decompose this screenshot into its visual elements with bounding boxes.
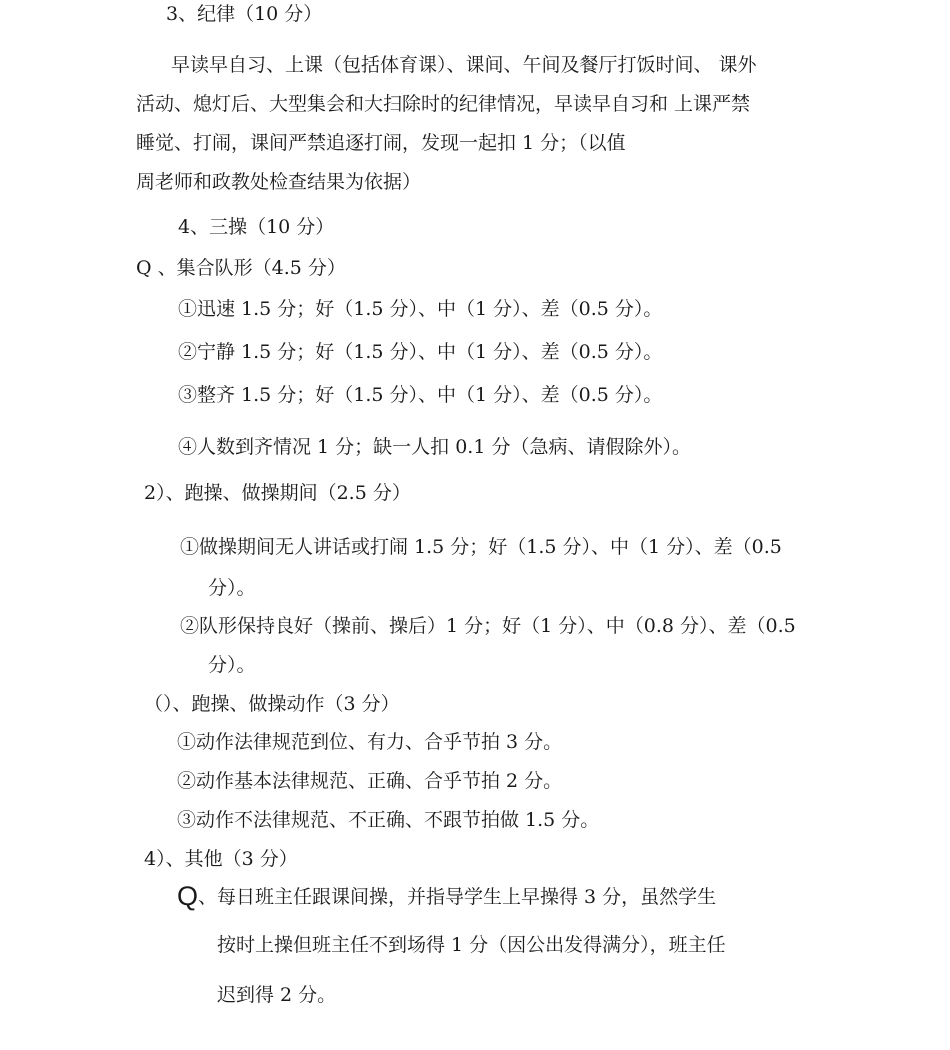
subsection-heading-assembly: Q 、集合队形（4.5 分） xyxy=(136,257,346,279)
section-heading-discipline: 3、纪律（10 分） xyxy=(166,3,323,25)
list-item-text: 、每日班主任跟课间操，并指导学生上早操得 3 分，虽然学生 xyxy=(198,886,717,908)
paragraph-line: 睡觉、打闹，课间严禁追逐打闹，发现一起扣 1 分；（以值 xyxy=(136,132,626,154)
subsection-heading-during-exercise: 2）、跑操、做操期间（2.5 分） xyxy=(144,482,411,504)
list-item: ④人数到齐情况 1 分；缺一人扣 0.1 分（急病、请假除外）。 xyxy=(178,436,691,458)
subsection-heading-actions: （）、跑操、做操动作（3 分） xyxy=(144,693,400,715)
list-item xyxy=(177,881,717,911)
paragraph-line: 活动、熄灯后、大型集会和大扫除时的纪律情况，早读早自习和 上课严禁 xyxy=(136,93,751,115)
list-item-continuation: 按时上操但班主任不到场得 1 分（因公出发得满分），班主任 xyxy=(217,934,726,956)
list-item: ③动作不法律规范、不正确、不跟节拍做 1.5 分。 xyxy=(177,809,600,831)
list-item-continuation: 分）。 xyxy=(208,577,256,599)
list-item: ①迅速 1.5 分；好（1.5 分）、中（1 分）、差（0.5 分）。 xyxy=(178,298,663,320)
paragraph-line: 周老师和政教处检查结果为依据） xyxy=(136,171,422,193)
list-item: ①动作法律规范到位、有力、合乎节拍 3 分。 xyxy=(177,731,563,753)
list-item-continuation: 分）。 xyxy=(208,654,256,676)
list-item: ②动作基本法律规范、正确、合乎节拍 2 分。 xyxy=(177,770,563,792)
list-item: ②队形保持良好（操前、操后）1 分；好（1 分）、中（0.8 分）、差（0.5 xyxy=(180,615,796,637)
list-item: ③整齐 1.5 分；好（1.5 分）、中（1 分）、差（0.5 分）。 xyxy=(178,384,663,406)
paragraph-line: 早读早自习、上课（包括体育课）、课间、午间及餐厅打饭时间、 课外 xyxy=(171,54,757,76)
list-item: ②宁静 1.5 分；好（1.5 分）、中（1 分）、差（0.5 分）。 xyxy=(178,341,663,363)
section-heading-three-exercises: 4、三操（10 分） xyxy=(178,216,335,238)
list-item: ①做操期间无人讲话或打闹 1.5 分；好（1.5 分）、中（1 分）、差（0.5 xyxy=(180,536,782,558)
subsection-heading-other: 4）、其他（3 分） xyxy=(144,848,298,870)
list-item-continuation: 迟到得 2 分。 xyxy=(217,984,337,1006)
q-marker: Q xyxy=(177,881,199,911)
